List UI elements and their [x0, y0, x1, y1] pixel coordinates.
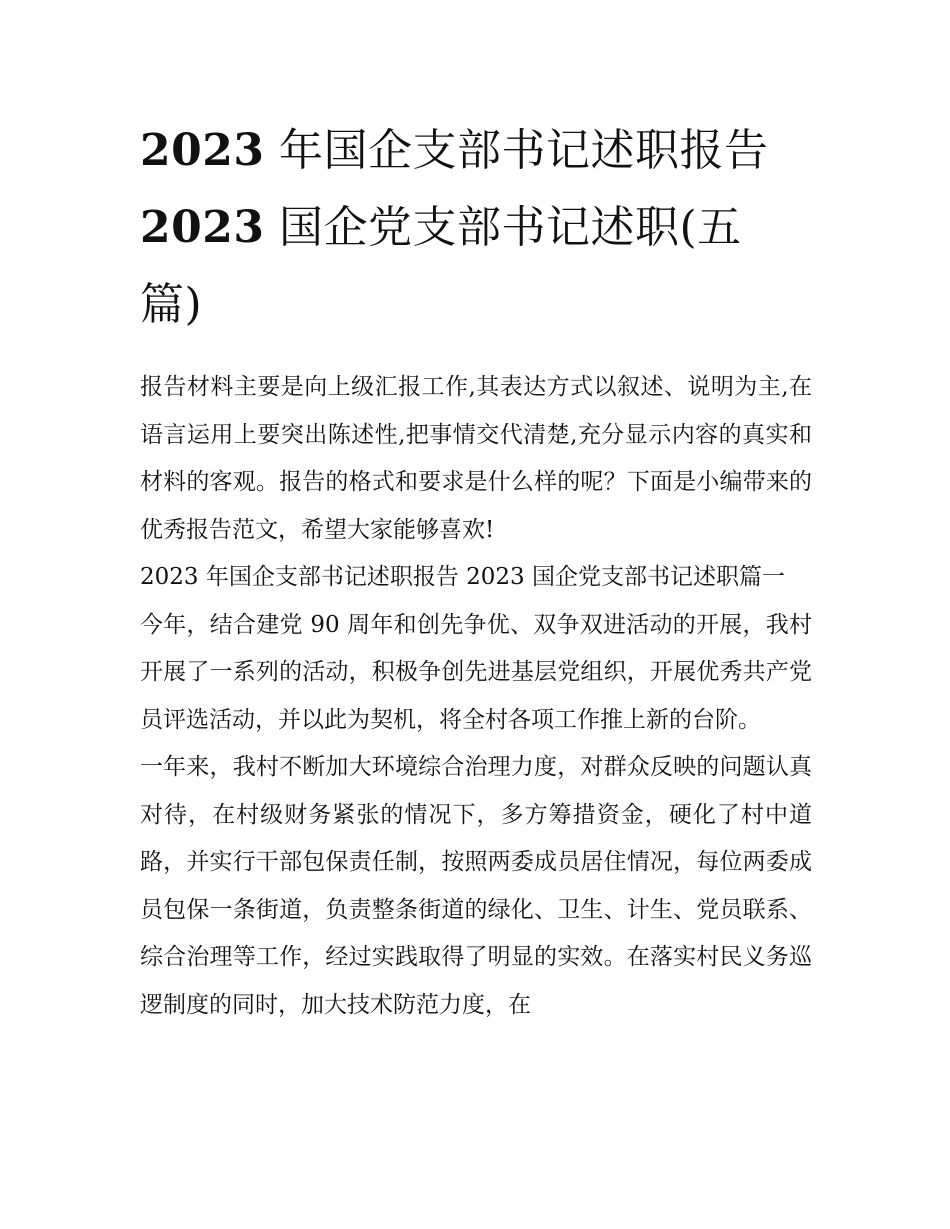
title-text: 篇) — [140, 279, 203, 330]
title-year: 2023 — [140, 202, 265, 253]
title-line — [140, 112, 812, 189]
body-paragraph: 一年来，我村不断加大环境综合治理力度，对群众反映的问题认真对待，在村级财务紧张的情况下，多方筹措资金，硬化了村中道路，并实行干部包保责任制，按照两委成员居住情况，每位两委成员包保一条街道，负责整条街道的绿化、卫生、计生、党员联系、综合治理等工作，经过实践取得了明显的实效。在落实村民义务巡逻制度的同时，加大技术防范力度，在 — [140, 754, 812, 1018]
document-body — [140, 364, 812, 1029]
title-line — [140, 266, 812, 343]
title-year: 2023 — [140, 125, 265, 176]
title-text: 年国企支部书记述职报告 — [264, 125, 769, 176]
body-paragraph: 今年，结合建党 90 周年和创先争优、双争双进活动的开展，我村开展了一系列的活动，积极争创先进基层党组织，开展优秀共产党员评选活动，并以此为契机，将全村各项工作推上新的台阶。 — [140, 611, 812, 733]
document-page — [140, 112, 812, 1029]
section-heading: 2023 年国企支部书记述职报告 2023 国企党支部书记述职篇一 — [140, 564, 785, 590]
document-title — [140, 112, 812, 343]
title-line — [140, 189, 812, 266]
intro-paragraph: 报告材料主要是向上级汇报工作,其表达方式以叙述、说明为主,在语言运用上要突出陈述性,把事情交代清楚,充分显示内容的真实和材料的客观。报告的格式和要求是什么样的呢？下面是小编带来的优秀报告范文，希望大家能够喜欢! — [140, 374, 812, 543]
title-text: 国企党支部书记述职(五 — [264, 202, 742, 253]
